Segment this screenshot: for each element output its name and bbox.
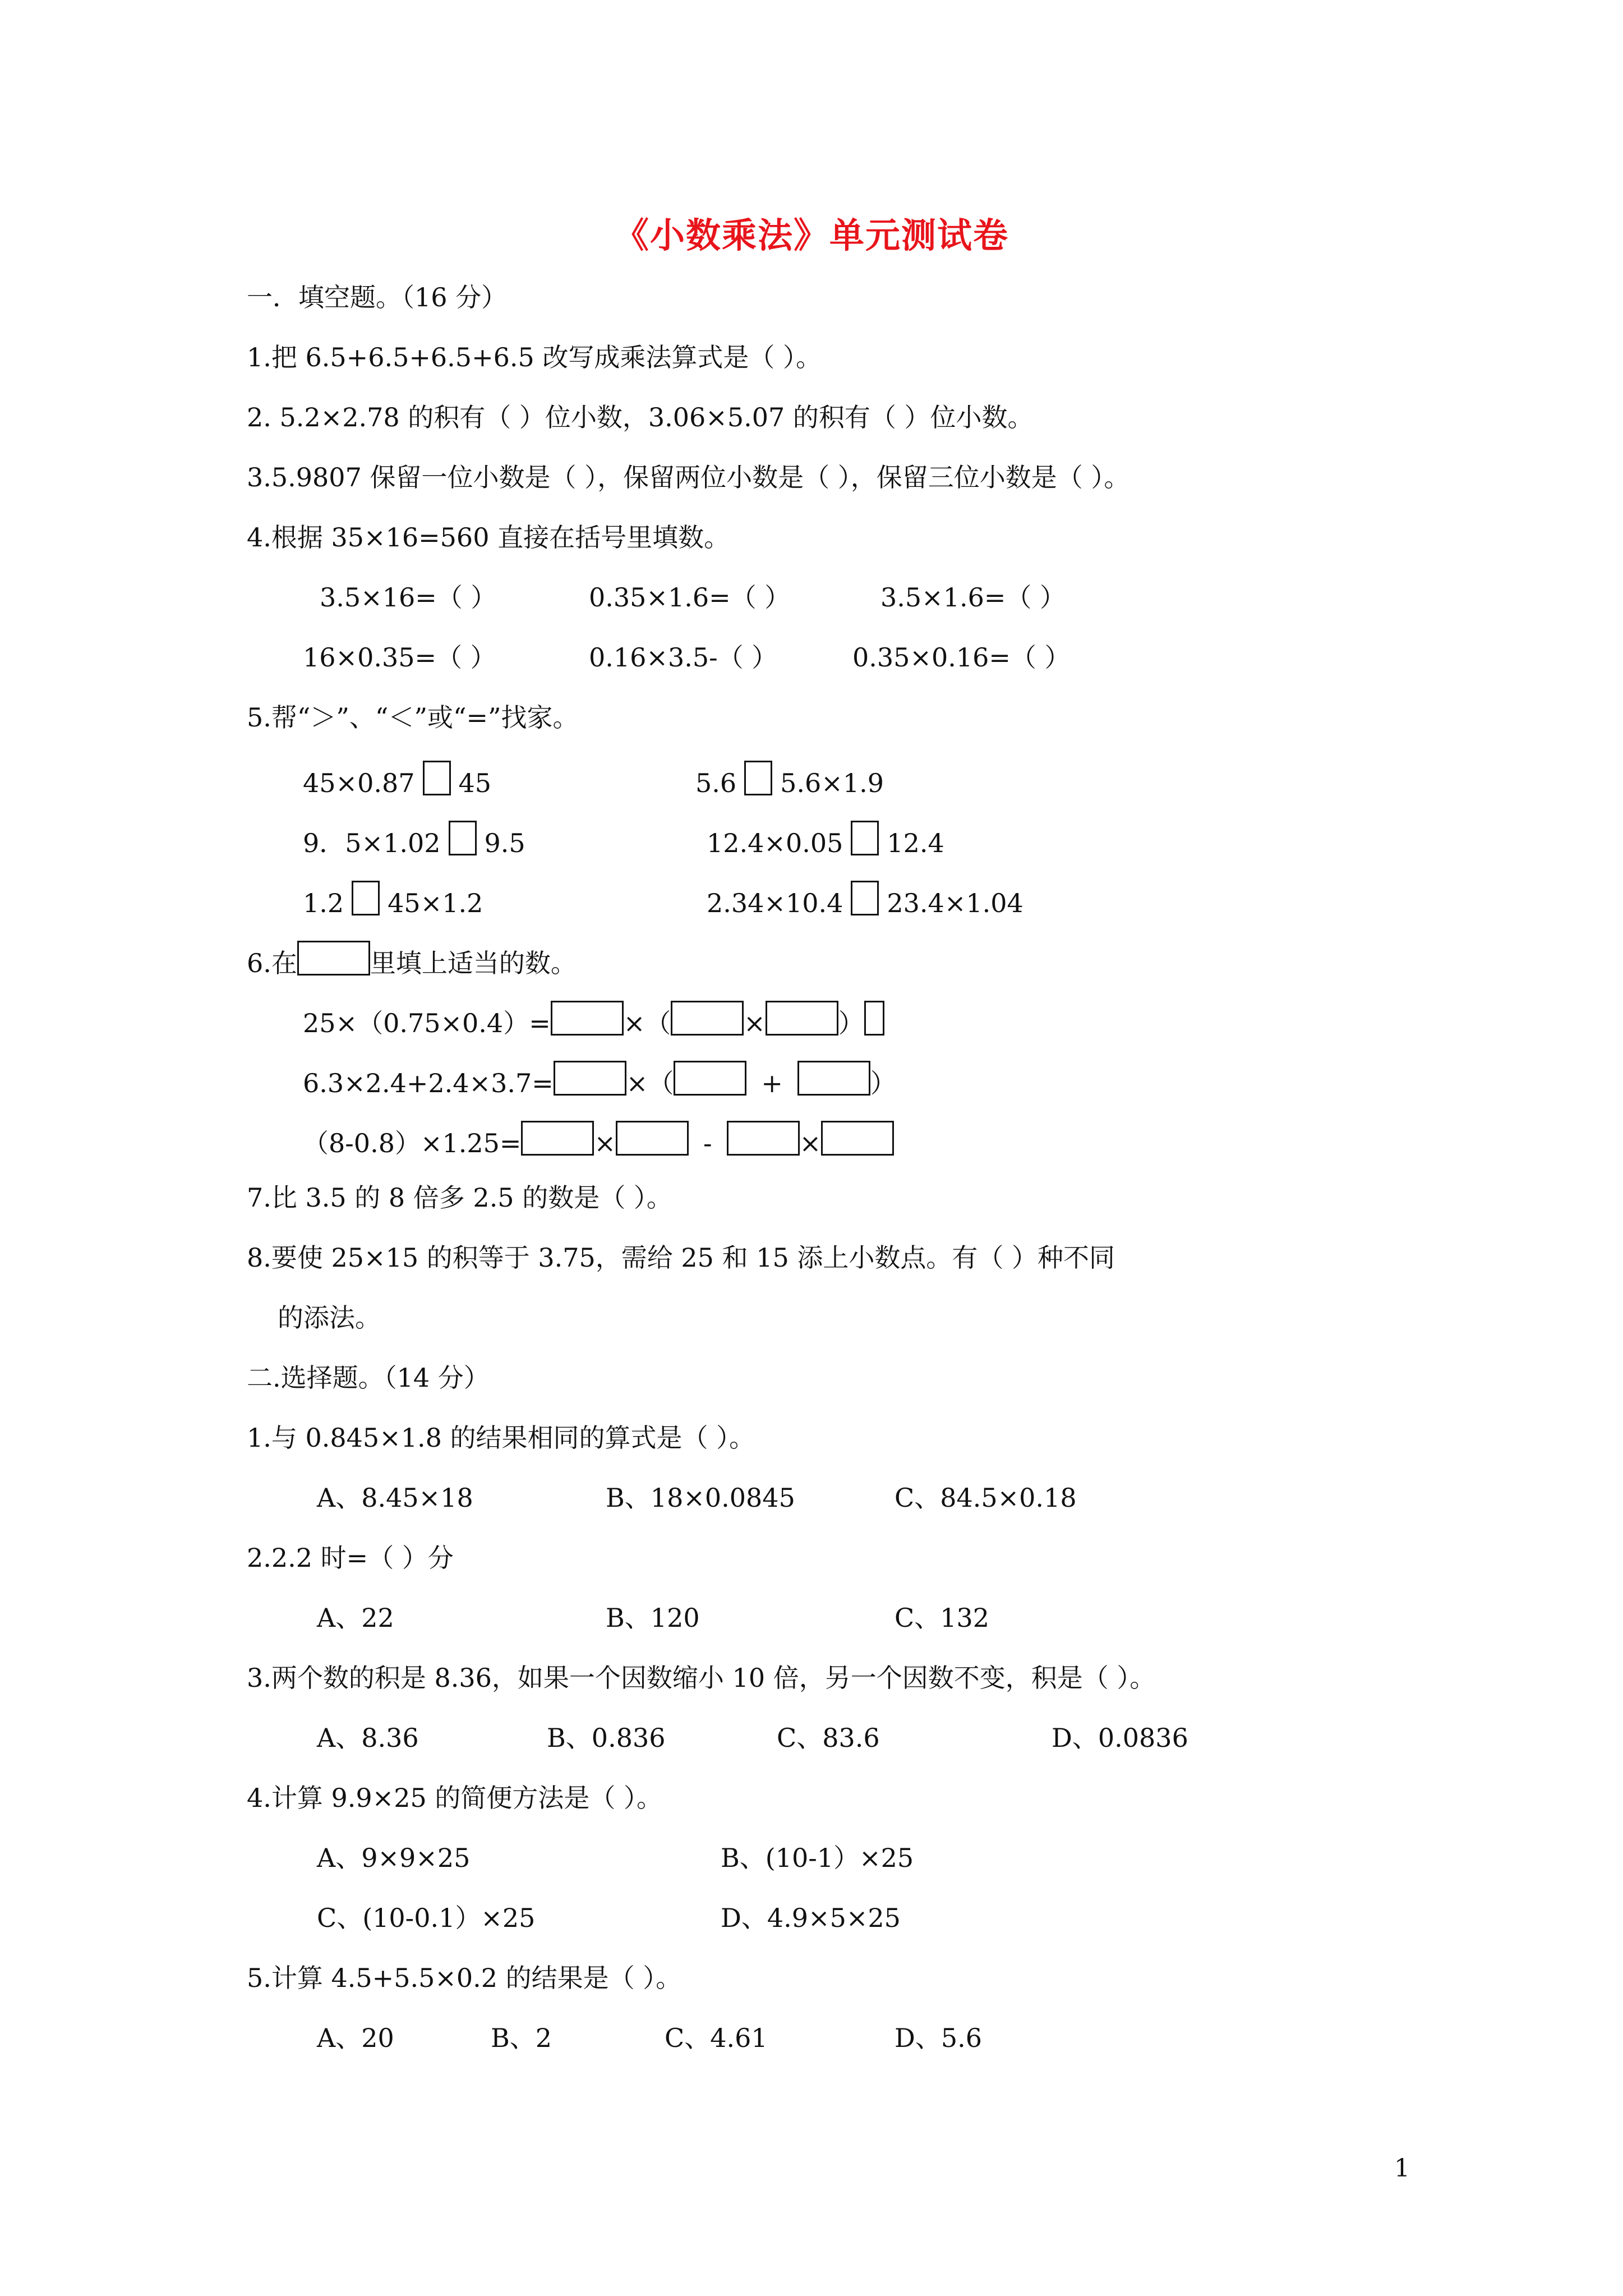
q6-e3-pre: （8-0.8）×1.25=	[303, 1128, 522, 1158]
q6-stem-post: 里填上适当的数。	[370, 948, 577, 978]
answer-box[interactable]	[864, 1001, 884, 1036]
q6-expr-3	[303, 1121, 894, 1160]
open-paren: （	[648, 1068, 674, 1098]
q4-r1-c3: 3.5×1.6=（ ）	[880, 582, 1066, 613]
times-sign: ×	[799, 1128, 822, 1158]
plus-sign: +	[761, 1068, 783, 1098]
close-paren: ）	[870, 1068, 896, 1098]
page-number: 1	[1394, 2154, 1410, 2183]
option[interactable]: D、0.0836	[1052, 1723, 1188, 1753]
option[interactable]: D、5.6	[895, 2023, 983, 2053]
q4-r1-c1: 3.5×16=（ ）	[320, 582, 497, 613]
s1-q8-line2: 的添法。	[278, 1303, 381, 1333]
option[interactable]: B、18×0.0845	[606, 1483, 795, 1513]
sample-box	[297, 941, 370, 976]
open-paren: （	[645, 1008, 671, 1038]
answer-box[interactable]	[766, 1001, 838, 1036]
q5-r3-left: 1.2	[303, 888, 344, 918]
times-sign: ×	[594, 1128, 616, 1158]
s2-q5-stem: 5.计算 4.5+5.5×0.2 的结果是（ ）。	[247, 1963, 682, 1993]
q4-r2-c1: 16×0.35=（ ）	[303, 642, 496, 673]
s1-q5-stem: 5.帮“＞”、“＜”或“=”找家。	[247, 702, 579, 733]
compare-box[interactable]	[352, 881, 380, 915]
compare-box[interactable]	[851, 821, 879, 855]
option[interactable]: C、132	[895, 1603, 989, 1633]
s1-q8-line1: 8.要使 25×15 的积等于 3.75，需给 25 和 15 添上小数点。有（ ）种不同	[247, 1243, 1115, 1273]
q5-r3-right2: 23.4×1.04	[887, 888, 1023, 918]
option[interactable]: C、83.6	[777, 1723, 880, 1753]
s2-q4-stem: 4.计算 9.9×25 的简便方法是（ ）。	[247, 1783, 662, 1813]
q6-expr-2	[303, 1061, 896, 1100]
option[interactable]: A、20	[317, 2023, 394, 2053]
times-sign: ×	[626, 1068, 648, 1098]
compare-box[interactable]	[744, 761, 772, 795]
q4-r1-c2: 0.35×1.6=（ ）	[589, 582, 791, 613]
section2-heading: 二.选择题。（14 分）	[247, 1363, 490, 1393]
q5-r1-right2: 5.6×1.9	[780, 768, 884, 798]
answer-box[interactable]	[671, 1001, 744, 1036]
q5-r2-right: 9.5	[484, 828, 525, 858]
q5-r1-right: 45	[458, 768, 492, 798]
s1-q4-stem: 4.根据 35×16=560 直接在括号里填数。	[247, 522, 730, 553]
s1-q7: 7.比 3.5 的 8 倍多 2.5 的数是（ ）。	[247, 1182, 672, 1213]
q6-expr-1	[303, 1001, 884, 1040]
compare-box[interactable]	[449, 821, 477, 855]
page-title: 《小数乘法》单元测试卷	[614, 215, 1009, 256]
q6-e1-pre: 25×（0.75×0.4）=	[303, 1008, 551, 1038]
option[interactable]: B、(10-1）×25	[721, 1843, 914, 1873]
section1-heading: 一．填空题。（16 分）	[247, 282, 508, 312]
s1-q2: 2. 5.2×2.78 的积有（ ）位小数，3.06×5.07 的积有（ ）位小数。	[247, 402, 1034, 432]
compare-box[interactable]	[851, 881, 879, 915]
compare-box[interactable]	[423, 761, 451, 795]
option[interactable]: C、4.61	[665, 2023, 768, 2053]
option[interactable]: A、9×9×25	[317, 1843, 471, 1873]
times-sign: ×	[744, 1008, 766, 1038]
answer-box[interactable]	[674, 1061, 746, 1096]
s2-q1-stem: 1.与 0.845×1.8 的结果相同的算式是（ ）。	[247, 1423, 755, 1453]
option[interactable]: B、2	[491, 2023, 552, 2053]
minus-sign: -	[703, 1128, 712, 1158]
s2-q2-stem: 2.2.2 时=（ ）分	[247, 1543, 454, 1573]
q5-r2-right2: 12.4	[887, 828, 944, 858]
option[interactable]: C、84.5×0.18	[895, 1483, 1077, 1513]
s2-q3-stem: 3.两个数的积是 8.36，如果一个因数缩小 10 倍，另一个因数不变，积是（ ）。	[247, 1663, 1156, 1693]
q6-e2-pre: 6.3×2.4+2.4×3.7=	[303, 1068, 554, 1098]
answer-box[interactable]	[821, 1121, 894, 1156]
answer-box[interactable]	[521, 1121, 594, 1156]
option[interactable]: D、4.9×5×25	[721, 1903, 901, 1933]
option[interactable]: A、8.45×18	[317, 1483, 473, 1513]
option[interactable]: C、(10-0.1）×25	[317, 1903, 536, 1933]
q4-r2-c3: 0.35×0.16=（ ）	[852, 642, 1071, 673]
times-sign: ×	[623, 1008, 645, 1038]
q5-r1-left: 45×0.87	[303, 768, 415, 798]
answer-box[interactable]	[797, 1061, 870, 1096]
s1-q6-stem	[247, 941, 577, 980]
answer-box[interactable]	[551, 1001, 624, 1036]
q5-r2-left2: 12.4×0.05	[707, 828, 843, 858]
q4-r2-c2: 0.16×3.5-（ ）	[589, 642, 778, 673]
s1-q3: 3.5.9807 保留一位小数是（ ），保留两位小数是（ ），保留三位小数是（ ）。	[247, 462, 1130, 493]
option[interactable]: B、120	[606, 1603, 700, 1633]
option[interactable]: A、22	[317, 1603, 394, 1633]
answer-box[interactable]	[554, 1061, 626, 1096]
answer-box[interactable]	[616, 1121, 689, 1156]
q5-r2-left: 9．5×1.02	[303, 828, 441, 858]
q5-r1-left2: 5.6	[695, 768, 737, 798]
option[interactable]: B、0.836	[547, 1723, 666, 1753]
close-paren: ）	[838, 1008, 864, 1038]
s1-q1: 1.把 6.5+6.5+6.5+6.5 改写成乘法算式是（ ）。	[247, 342, 822, 372]
q5-r3-right: 45×1.2	[388, 888, 483, 918]
q5-r3-left2: 2.34×10.4	[707, 888, 843, 918]
answer-box[interactable]	[727, 1121, 800, 1156]
option[interactable]: A、8.36	[317, 1723, 419, 1753]
q6-stem-pre: 6.在	[247, 948, 297, 978]
